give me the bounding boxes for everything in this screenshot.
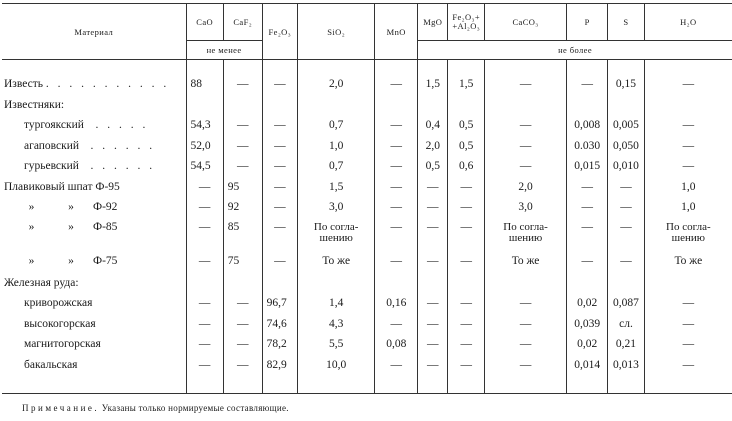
table-row (2, 293, 732, 314)
cell-h2o: — (644, 156, 732, 177)
row-name: криворожская (24, 297, 93, 310)
cell-fe-al: — (448, 218, 485, 249)
cell-s: 0,010 (608, 156, 644, 177)
cell-caco3: — (485, 115, 567, 136)
cell-fe2o3: 78,2 (262, 334, 297, 355)
cell-s: 0,013 (608, 355, 644, 376)
cell-sio2: 5,5 (298, 334, 375, 355)
cell-sio2: 4,3 (298, 314, 375, 335)
header-not-more: не более (418, 41, 732, 60)
cell-caf2: — (223, 314, 262, 335)
cell-text-line: шению (671, 232, 706, 244)
header-mgo: MgO (418, 4, 448, 41)
grade-label: Ф-85 (93, 220, 118, 233)
cell-h2o: — (644, 355, 732, 376)
cell-caf2: — (223, 293, 262, 314)
leader-dots: . . . . . . (90, 139, 156, 152)
cell-p: 0.030 (567, 136, 608, 157)
cell-fe2o3: — (262, 156, 297, 177)
cell-sio2: 10,0 (298, 355, 375, 376)
cell-cao: — (186, 314, 223, 335)
cell-cao: 54,3 (186, 115, 223, 136)
table-row (2, 355, 732, 376)
cell-fe2o3: — (262, 74, 297, 95)
cell-mgo: — (418, 334, 448, 355)
cell-fe-al: — (448, 249, 485, 273)
cell-mno: — (375, 136, 418, 157)
cell-fe-al: 1,5 (448, 74, 485, 95)
cell-h2o: 1,0 (644, 177, 732, 198)
cell-h2o: — (644, 293, 732, 314)
cell-caf2: — (223, 334, 262, 355)
cell-p: 0,015 (567, 156, 608, 177)
cell-cao: — (186, 355, 223, 376)
cell-fe2o3: — (262, 136, 297, 157)
table-row (2, 197, 732, 218)
cell-mno: — (375, 74, 418, 95)
cell-mno: — (375, 156, 418, 177)
cell-sio2: 3,0 (298, 197, 375, 218)
cell-mgo: — (418, 293, 448, 314)
table-row (2, 136, 732, 157)
cell-sio2: 1,0 (298, 136, 375, 157)
cell-p: — (567, 177, 608, 198)
cell-fe-al: 0,5 (448, 136, 485, 157)
row-name: Известь (4, 78, 43, 91)
cell-h2o (644, 218, 732, 249)
cell-s: 0,005 (608, 115, 644, 136)
cell-cao: — (186, 293, 223, 314)
header-caf2: CaF₂ (223, 4, 262, 41)
cell-p: — (567, 218, 608, 249)
cell-caco3: — (485, 156, 567, 177)
header-h2o: H₂O (644, 4, 732, 41)
cell-h2o: — (644, 115, 732, 136)
table-note (22, 403, 289, 413)
cell-cao: 88 (186, 74, 223, 95)
header-sio2: SiO₂ (298, 4, 375, 60)
cell-fe2o3: — (262, 249, 297, 273)
header-cao: CaO (186, 4, 223, 41)
cell-fe2o3: 74,6 (262, 314, 297, 335)
cell-cao: — (186, 334, 223, 355)
cell-mgo: 2,0 (418, 136, 448, 157)
cell-s: — (608, 218, 644, 249)
cell-fe2o3: 96,7 (262, 293, 297, 314)
cell-h2o: — (644, 314, 732, 335)
table-row (2, 95, 732, 116)
cell-caf2: 75 (223, 249, 262, 273)
cell-sio2: То же (298, 249, 375, 273)
ditto-mark: » (68, 220, 74, 233)
cell-caf2: — (223, 156, 262, 177)
cell-fe-al: — (448, 177, 485, 198)
row-name: Плавиковый шпат Ф-95 (4, 180, 120, 193)
table-row (2, 334, 732, 355)
cell-caf2: — (223, 115, 262, 136)
leader-dots: . . . . . (95, 119, 149, 132)
cell-caf2: — (223, 355, 262, 376)
cell-sio2 (298, 218, 375, 249)
cell-p: — (567, 249, 608, 273)
cell-mgo: — (418, 218, 448, 249)
header-s: S (608, 4, 644, 41)
cell-mno: — (375, 314, 418, 335)
group-heading: Железная руда: (4, 276, 79, 289)
cell-mgo: — (418, 314, 448, 335)
cell-mgo: — (418, 197, 448, 218)
cell-s: 0,087 (608, 293, 644, 314)
cell-h2o: — (644, 334, 732, 355)
cell-mno: — (375, 355, 418, 376)
table-row (2, 314, 732, 335)
leader-dots: . . . . . . . . . . . (45, 78, 170, 91)
cell-mno: — (375, 177, 418, 198)
table-row (2, 74, 732, 95)
cell-fe-al: 0,6 (448, 156, 485, 177)
cell-caco3: — (485, 314, 567, 335)
cell-caco3: — (485, 334, 567, 355)
cell-cao: 54,5 (186, 156, 223, 177)
cell-cao: 52,0 (186, 136, 223, 157)
cell-cao: — (186, 197, 223, 218)
cell-text-line: По согла- (503, 221, 548, 233)
cell-s: 0,15 (608, 74, 644, 95)
cell-p: — (567, 74, 608, 95)
header-p: P (567, 4, 608, 41)
leader-dots: . . . . . . (90, 160, 156, 173)
cell-mgo: 0,4 (418, 115, 448, 136)
cell-p: — (567, 197, 608, 218)
cell-s: — (608, 177, 644, 198)
cell-h2o: — (644, 136, 732, 157)
row-name: магнитогорская (24, 338, 101, 351)
table-row (2, 177, 732, 198)
cell-caco3: 2,0 (485, 177, 567, 198)
cell-sio2: 1,5 (298, 177, 375, 198)
cell-text-line: шению (508, 232, 543, 244)
cell-p: 0,014 (567, 355, 608, 376)
header-fe2o3-al2o3-line1: Fe₂O₃+ (452, 12, 481, 22)
header-not-less: не менее (186, 41, 262, 60)
cell-text-line: По согла- (666, 221, 711, 233)
cell-mgo: — (418, 177, 448, 198)
cell-mno: — (375, 197, 418, 218)
ditto-mark: » (28, 254, 35, 267)
cell-fe-al: 0,5 (448, 115, 485, 136)
cell-cao: — (186, 249, 223, 273)
cell-fe-al: — (448, 314, 485, 335)
cell-p: 0,02 (567, 334, 608, 355)
cell-cao: — (186, 177, 223, 198)
header-caco3: CaCO₃ (485, 4, 567, 41)
group-heading: Известняки: (4, 98, 65, 111)
row-name: агаповский (24, 139, 80, 152)
cell-text-line: По согла- (313, 221, 359, 233)
cell-caf2: 95 (223, 177, 262, 198)
row-name: гурьевский (24, 160, 79, 173)
table-row (2, 249, 732, 273)
cell-fe-al: — (448, 355, 485, 376)
cell-mno: 0,16 (375, 293, 418, 314)
cell-mgo: — (418, 355, 448, 376)
ditto-mark: » (28, 220, 35, 233)
cell-p: 0,02 (567, 293, 608, 314)
row-name: бакальская (24, 358, 78, 371)
cell-mno: 0,08 (375, 334, 418, 355)
cell-s: 0,21 (608, 334, 644, 355)
header-fe2o3: Fe₂O₃ (262, 4, 297, 60)
header-mno: MnO (375, 4, 418, 60)
cell-mno: — (375, 218, 418, 249)
cell-fe2o3: 82,9 (262, 355, 297, 376)
cell-sio2: 1,4 (298, 293, 375, 314)
table-row (2, 115, 732, 136)
cell-fe-al: — (448, 197, 485, 218)
cell-caf2: 92 (223, 197, 262, 218)
header-fe2o3-al2o3 (448, 4, 485, 41)
cell-caf2: 85 (223, 218, 262, 249)
cell-sio2: 0,7 (298, 156, 375, 177)
table-row (2, 156, 732, 177)
cell-h2o: — (644, 74, 732, 95)
cell-s: 0,050 (608, 136, 644, 157)
cell-p: 0,008 (567, 115, 608, 136)
cell-caco3: — (485, 355, 567, 376)
cell-fe2o3: — (262, 115, 297, 136)
cell-caf2: — (223, 136, 262, 157)
note-text: Указаны только нормируемые составляющие. (101, 403, 289, 413)
cell-mno: — (375, 249, 418, 273)
cell-s: — (608, 197, 644, 218)
cell-caco3: — (485, 74, 567, 95)
cell-mgo: 1,5 (418, 74, 448, 95)
header-fe2o3-al2o3-line2: +Al₂O₃ (452, 21, 481, 31)
cell-fe2o3: — (262, 218, 297, 249)
ditto-mark: » (68, 201, 74, 214)
cell-caco3: — (485, 136, 567, 157)
cell-sio2: 2,0 (298, 74, 375, 95)
cell-sio2: 0,7 (298, 115, 375, 136)
cell-caco3: То же (485, 249, 567, 273)
cell-cao: — (186, 218, 223, 249)
cell-fe2o3: — (262, 177, 297, 198)
cell-caco3 (485, 218, 567, 249)
header-material: Материал (2, 4, 186, 60)
cell-mgo: 0,5 (418, 156, 448, 177)
table-row (2, 273, 732, 294)
grade-label: Ф-75 (93, 254, 118, 267)
cell-text-line: шению (319, 232, 353, 244)
cell-h2o: То же (644, 249, 732, 273)
materials-table (2, 3, 732, 394)
cell-s: — (608, 249, 644, 273)
row-name: высокогорская (24, 317, 96, 330)
cell-h2o: 1,0 (644, 197, 732, 218)
table-row (2, 218, 732, 249)
note-label: Примечание. (22, 403, 100, 413)
ditto-mark: » (28, 201, 35, 214)
cell-mno: — (375, 115, 418, 136)
cell-caco3: 3,0 (485, 197, 567, 218)
cell-caf2: — (223, 74, 262, 95)
cell-fe-al: — (448, 293, 485, 314)
cell-fe2o3: — (262, 197, 297, 218)
row-name: тургоякский (24, 119, 84, 132)
cell-caco3: — (485, 293, 567, 314)
grade-label: Ф-92 (93, 201, 118, 214)
cell-s: сл. (608, 314, 644, 335)
cell-mgo: — (418, 249, 448, 273)
ditto-mark: » (68, 254, 74, 267)
cell-fe-al: — (448, 334, 485, 355)
cell-p: 0,039 (567, 314, 608, 335)
